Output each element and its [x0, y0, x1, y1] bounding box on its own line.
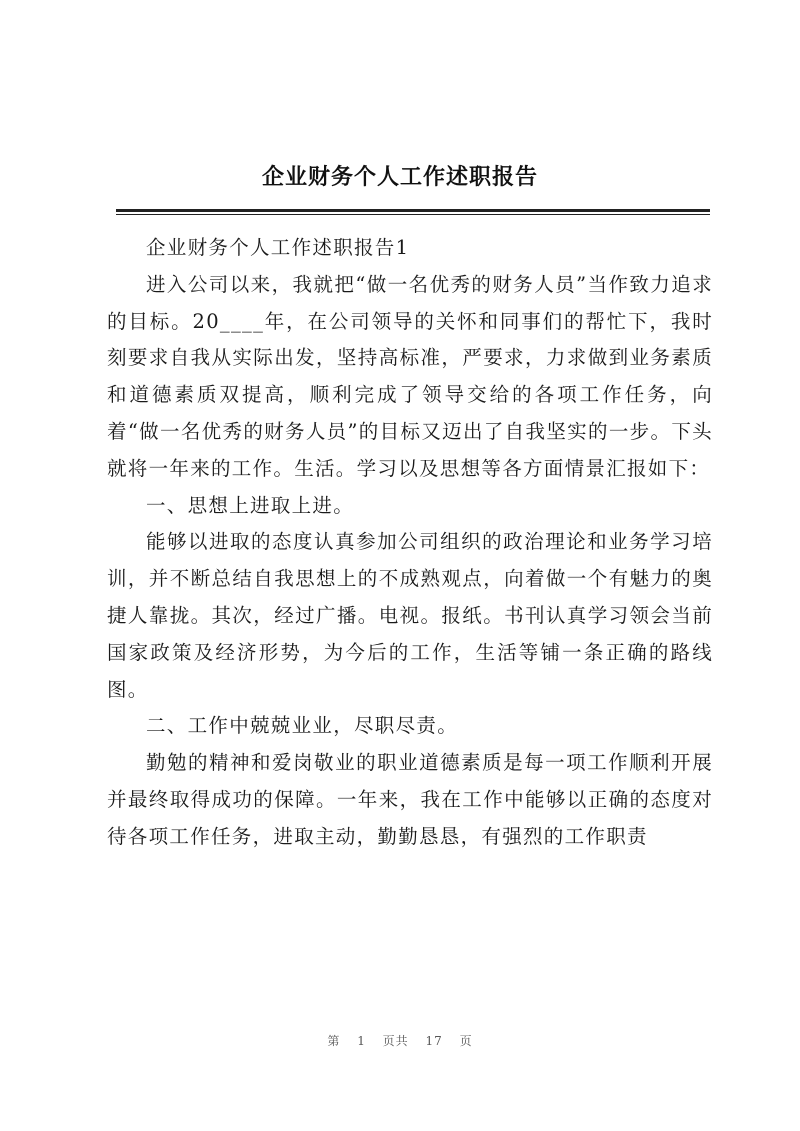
section-heading: 企业财务个人工作述职报告1 — [146, 236, 410, 259]
document-title: 企业财务个人工作述职报告 — [261, 164, 538, 190]
title-divider-thick — [116, 209, 710, 212]
body-paragraph: 勤勉的精神和爱岗敬业的职业道德素质是每一项工作顺利开展并最终取得成功的保障。一年来，我在工作中能够以正确的态度对待各项工作任务，进取主动，勤勤恳恳，有强烈的工作职责 — [107, 751, 713, 848]
page-footer — [0, 1032, 800, 1050]
section-heading: 一、思想上进取上进。 — [146, 493, 355, 517]
title-divider-thin — [116, 214, 710, 215]
body-paragraph: 进入公司以来，我就把“做一名优秀的财务人员”当作致力追求的目标。20____年，在公司领导的关怀和同事们的帮忙下，我时刻要求自我从实际出发，坚持高标准，严要求，力求做到业务素质和道德素质双提高，顺利完成了领导交给的各项工作任务，向着“做一名优秀的财务人员”的目标又迈出了自我坚实的一步。下头就将一年来的工作。生活。学习以及思想等各方面情景汇报如下： — [107, 272, 713, 480]
footer-label-ye: 页 — [459, 1034, 473, 1048]
document-body — [107, 230, 713, 856]
footer-label-di: 第 — [327, 1034, 341, 1048]
footer-page-current: 1 — [357, 1034, 366, 1048]
footer-page-total: 17 — [425, 1034, 443, 1048]
body-paragraph: 能够以进取的态度认真参加公司组织的政治理论和业务学习培训，并不断总结自我思想上的不成熟观点，向着做一个有魅力的奥捷人靠拢。其次，经过广播。电视。报纸。书刊认真学习领会当前国家政策及经济形势，为今后的工作，生活等铺一条正确的路线图。 — [107, 530, 713, 701]
footer-label-ye-gong: 页共 — [382, 1034, 409, 1048]
section-heading: 二、工作中兢兢业业，尽职尽责。 — [146, 714, 459, 738]
